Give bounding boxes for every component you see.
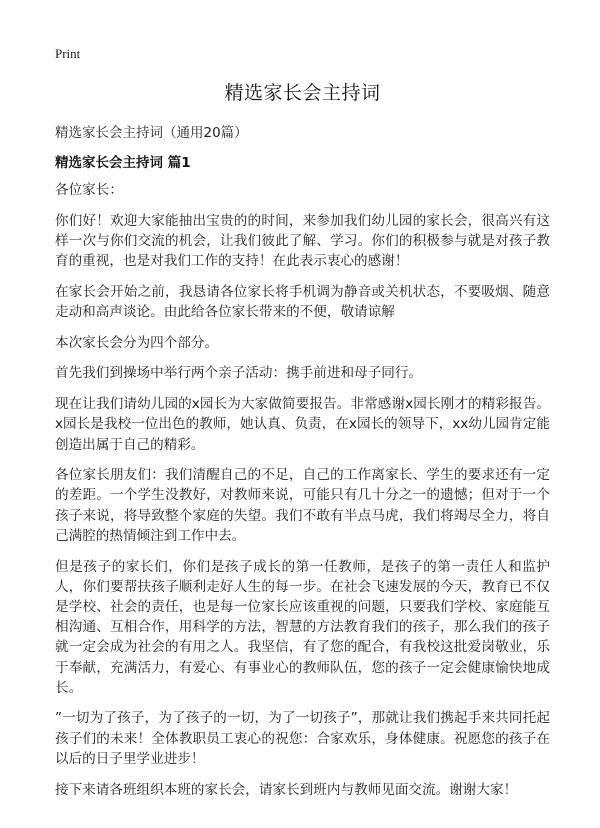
document-body [55,180,550,810]
paragraph-phone-notice: 在家长会开始之前，我恳请各位家长将手机调为静音或关机状态，不要吸烟、随意走动和高声谈论。由此给各位家长带来的不便，敬请谅解 [55,283,550,321]
section-heading: 精选家长会主持词 篇1 [55,155,191,171]
paragraph-greeting: 各位家长： [55,182,123,198]
paragraph-shortcomings: 各位家长朋友们：我们清醒自己的不足，自己的工作离家长、学生的要求还有一定的差距。一个学生没教好，对教师来说，可能只有几十分之一的遗憾；但对于一个孩子来说，将导致整个家庭的失望。我们不敢有半点马虎，我们将竭尽全力，将自己满腔的热情倾注到工作中去。 [55,467,550,544]
paragraph-closing: 接下来请各班组织本班的家长会，请家长到班内与教师见面交流。谢谢大家！ [55,781,518,798]
paragraph-agenda: 本次家长会分为四个部分。 [55,334,219,351]
document-subtitle: 精选家长会主持词（通用20篇） [55,125,248,141]
paragraph-slogan: ”一切为了孩子，为了孩子的一切，为了一切孩子”，那就让我们携起手来共同托起孩子们的未来！全体教职员工衷心的祝您：合家欢乐，身体健康。祝愿您的孩子在以后的日子里学业进步！ [55,710,550,767]
paragraph-parents-role: 但是孩子的家长们，你们是孩子成长的第一任教师，是孩子的第一责任人和监护人，你们要帮扶孩子顺利走好人生的每一步。在社会飞速发展的今天，教育已不仅是学校、社会的责任，也是每一位家长应该重视的问题，只要我们学校、家庭能互相沟通、互相合作，用科学的方法，智慧的方法教育我们的孩子，那么我们的孩子就一定会成为社会的有用之人。我坚信，有了您的配合，有我校这批爱岗敬业，乐于奉献，充满活力，有爱心、有事业心的教师队伍，您的孩子一定会健康愉快地成长。 [55,558,550,696]
paragraph-activities: 首先我们到操场中举行两个亲子活动：携手前进和母子同行。 [55,365,423,382]
paragraph-welcome: 你们好！欢迎大家能抽出宝贵的的时间，来参加我们幼儿园的家长会，很高兴有这样一次与你们交流的机会，让我们彼此了解、学习。你们的积极参与就是对孩子教育的重视，也是对我们工作的支持！在此表示衷心的感谢！ [55,212,550,270]
print-label[interactable]: Print [55,46,81,61]
paragraph-principal-report: 现在让我们请幼儿园的x园长为大家做简要报告。非常感谢x园长刚才的精彩报告。x园长是我校一位出色的教师，她认真、负责，在x园长的领导下，xx幼儿园肯定能创造出属于自己的精彩。 [55,396,550,453]
document-title: 精选家长会主持词 [224,82,381,104]
